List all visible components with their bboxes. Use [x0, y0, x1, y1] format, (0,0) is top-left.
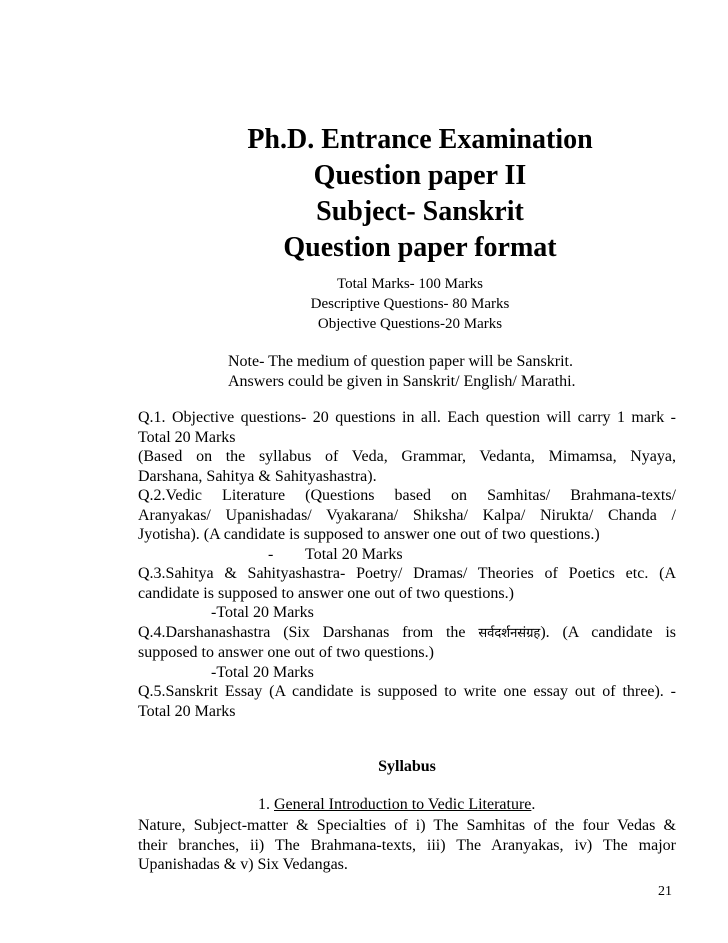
- descriptive-marks: Descriptive Questions- 80 Marks: [310, 296, 510, 312]
- section-1-dot: .: [531, 796, 536, 813]
- subject-title: Subject- Sanskrit: [316, 196, 524, 227]
- note-block: [228, 352, 576, 392]
- exam-title: Ph.D. Entrance Examination: [247, 124, 593, 155]
- section-1-line-3: Upanishadas & v) Six Vedangas.: [138, 856, 348, 873]
- q4-line-2: supposed to answer one out of two questions.): [138, 644, 434, 661]
- section-1-title: [258, 796, 535, 814]
- q5-line-2: Total 20 Marks: [138, 702, 236, 720]
- note-line-1: Note- The medium of question paper will be Sanskrit.: [228, 353, 573, 370]
- q2-line-3: Jyotisha). (A candidate is supposed to answer one out of two questions.): [138, 526, 600, 543]
- q3-line-1: Q.3.Sahitya & Sahityashastra- Poetry/ Dramas/ Theories of Poetics etc. (A: [138, 565, 676, 582]
- marks-block: [200, 274, 620, 334]
- q2-line-2: Aranyakas/ Upanishadas/ Vyakarana/ Shiksha/ Kalpa/ Nirukta/ Chanda /: [138, 506, 676, 524]
- q1-line-1: Q.1. Objective questions- 20 questions in all. Each question will carry 1 mark -: [138, 409, 676, 426]
- title-block: [160, 122, 680, 266]
- q5-line-1: Q.5.Sanskrit Essay (A candidate is supposed to write one essay out of three). -: [138, 683, 676, 700]
- q1-line-3: (Based on the syllabus of Veda, Grammar, Vedanta, Mimamsa, Nyaya,: [138, 448, 676, 465]
- total-marks: Total Marks- 100 Marks: [336, 276, 483, 292]
- q4-devanagari-term: सर्वदर्शनसंग्रह: [478, 625, 541, 641]
- syllabus-heading: Syllabus: [378, 758, 436, 775]
- q4-line-1-post: ). (A candidate is: [540, 623, 677, 641]
- q2-line-1: Q.2.Vedic Literature (Questions based on Samhitas/ Brahmana-texts/: [138, 487, 676, 504]
- q3-line-2: candidate is supposed to answer one out of two questions.): [138, 584, 514, 602]
- q4-line-1: [138, 623, 676, 644]
- questions-block: [138, 408, 676, 721]
- q1-line-2: Total 20 Marks: [138, 428, 236, 446]
- q4-line-1-pre: Q.4.Darshanashastra (Six Darshanas from the: [138, 623, 466, 641]
- section-1-heading: General Introduction to Vedic Literature: [274, 796, 532, 813]
- section-1-body: [138, 816, 676, 875]
- paper-title: Question paper II: [313, 160, 527, 191]
- q4-marks: -Total 20 Marks: [211, 663, 314, 681]
- q1-line-4: Darshana, Sahitya & Sahityashastra).: [138, 467, 377, 485]
- section-1-line-1: Nature, Subject-matter & Specialties of i) The Samhitas of the four Vedas &: [138, 817, 676, 834]
- page-number: 21: [658, 884, 672, 899]
- format-title: Question paper format: [283, 232, 557, 263]
- objective-marks: Objective Questions-20 Marks: [317, 316, 503, 332]
- q2-marks: - Total 20 Marks: [268, 545, 403, 563]
- q3-marks: -Total 20 Marks: [211, 604, 314, 621]
- section-1-number: 1.: [258, 796, 270, 813]
- section-1-line-2: their branches, ii) The Brahmana-texts, iii) The Aranyakas, iv) The major: [138, 836, 676, 854]
- note-line-2: Answers could be given in Sanskrit/ English/ Marathi.: [228, 373, 576, 390]
